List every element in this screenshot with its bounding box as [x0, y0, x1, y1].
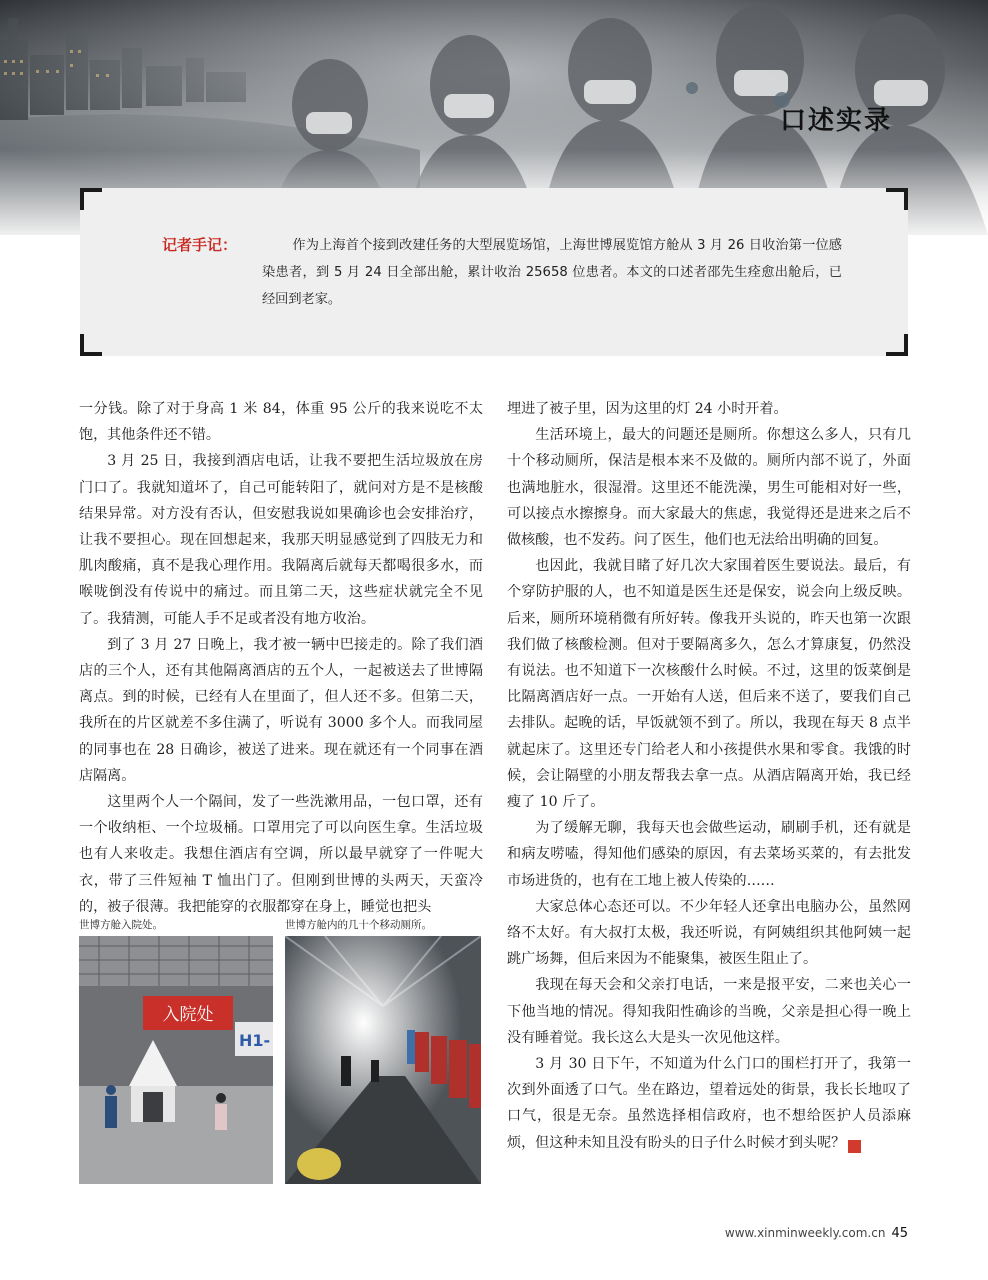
end-mark-icon: 民 [848, 1140, 861, 1153]
reporter-note-label: 记者手记： [162, 236, 238, 254]
article-paragraph: 为了缓解无聊，我每天也会做些运动，刷刷手机，还有就是和病友唠嗑，得知他们感染的原因，有去菜场买菜的，有去批发市场进货的，也有在工地上被人传染的…… [507, 820, 911, 889]
article-column-right [507, 396, 911, 1156]
entrance-sign-text: 入院处 [162, 1005, 214, 1025]
corner-bracket-icon [80, 334, 102, 356]
section-label: 口述实录 [779, 106, 892, 136]
corner-bracket-icon [886, 334, 908, 356]
article-paragraph: 大家总体心态还可以。不少年轻人还拿出电脑办公，虽然网络不太好。有大叔打太极，我还听说，有阿姨组织其他阿姨一起跳广场舞，但后来因为不能聚集，被医生阻止了。 [507, 898, 911, 968]
reporter-note-text: 作为上海首个接到改建任务的大型展览场馆，上海世博展览馆方舱从 3 月 26 日收治第一位感染患者，到 5 月 24 日全部出舱，累计收治 25658 位患者。本文的口述者邵先生痊愈出舱后，已经回到老家。 [262, 238, 842, 307]
photo-caption: 世博方舱内的几十个移动厕所。 [285, 919, 432, 931]
article-paragraph: 到了 3 月 27 日晚上，我才被一辆中巴接走的。除了我们酒店的三个人，还有其他隔离酒店的五个人，一起被送去了世博隔离点。到的时候，已经有人在里面了，但人还不多。但第二天，我所在的片区就差不多住满了，听说有 3000 多个人。而我同屋的同事也在 28 日确诊，被送了进来。现在就还有一个同事在酒店隔离。 [79, 636, 483, 784]
article-paragraph-text: 3 月 30 日下午，不知道为什么门口的围栏打开了，我第一次到外面透了口气。坐在路边，望着远处的街景，我长长地叹了口气，很是无奈。虽然选择相信政府，也不想给医护人员添麻烦，但这种未知且没有盼头的日子什么时候才到头呢？ [507, 1056, 911, 1151]
article-paragraph: 也因此，我就目睹了好几次大家围着医生要说法。最后，有个穿防护服的人，也不知道是医生还是保安，说会向上级反映。后来，厕所环境稍微有所好转。像我开头说的，昨天也第一次跟我们做了核酸检测。但对于要隔离多久，怎么才算康复，仍然没有说法。也不知道下一次核酸什么时候。不过，这里的饭菜倒是比隔离酒店好一点。一开始有人送，但后来不送了，要我们自己去排队。起晚的话，早饭就领不到了。所以，我现在每天 8 点半就起床了。这里还专门给老人和小孩提供水果和零食。我饿的时候，会让隔壁的小朋友帮我去拿一点。从酒店隔离开始，我已经瘦了 10 斤了。 [507, 558, 911, 811]
reporter-note-box [80, 188, 908, 356]
article-paragraph: 生活环境上，最大的问题还是厕所。你想这么多人，只有几十个移动厕所，保洁是根本来不及做的。厕所内部不说了，外面也满地脏水，很湿滑。这里还不能洗澡，男生可能相对好一些，可以接点水擦擦身。而大家最大的焦虑，我觉得还是进来之后不做核酸，也不发药。问了医生，他们也无法给出明确的回复。 [507, 427, 911, 549]
article-paragraph: 一分钱。除了对于身高 1 米 84，体重 95 公斤的我来说吃不太饱，其他条件还不错。 [79, 401, 483, 444]
article-paragraph: 埋进了被子里，因为这里的灯 24 小时开着。 [507, 401, 788, 417]
article-column-left [79, 396, 483, 920]
footer-url: www.xinminweekly.com.cn [724, 1226, 886, 1240]
photo-toilets [285, 936, 481, 1184]
page-number: 45 [891, 1226, 908, 1241]
photo-entrance [79, 936, 273, 1184]
photo-caption: 世博方舱入院处。 [79, 919, 163, 931]
page-footer [725, 1226, 908, 1241]
hall-sign-text: H1- [239, 1031, 271, 1050]
corner-bracket-icon [80, 188, 102, 210]
article-paragraph: 我现在每天会和父亲打电话，一来是报平安，二来也关心一下他当地的情况。得知我阳性确诊的当晚，父亲是担心得一晚上没有睡着觉。我长这么大是头一次见他这样。 [507, 977, 911, 1046]
article-paragraph: 这里两个人一个隔间，发了一些洗漱用品，一包口罩，还有一个收纳柜、一个垃圾桶。口罩用完了可以向医生拿。生活垃圾也有人来收走。我想住酒店有空调，所以最早就穿了一件呢大衣，带了三件短袖 T 恤出门了。但刚到世博的头两天，天蛮冷的，被子很薄。我把能穿的衣服都穿在身上，睡觉也把头 [79, 794, 483, 915]
corner-bracket-icon [886, 188, 908, 210]
article-paragraph: 3 月 25 日，我接到酒店电话，让我不要把生活垃圾放在房门口了。我就知道坏了，自己可能转阳了，就问对方是不是核酸结果异常。对方没有否认，但安慰我说如果确诊也会安排治疗，让我不要担心。现在回想起来，我那天明显感觉到了四肢无力和肌肉酸痛，真不是我心理作用。我隔离后就每天都喝很多水，而喉咙倒没有传说中的痛过。而且第二天，这些症状就完全不见了。我猜测，可能人手不足或者没有地方收治。 [79, 453, 483, 627]
article-paragraph-last [507, 1051, 911, 1156]
